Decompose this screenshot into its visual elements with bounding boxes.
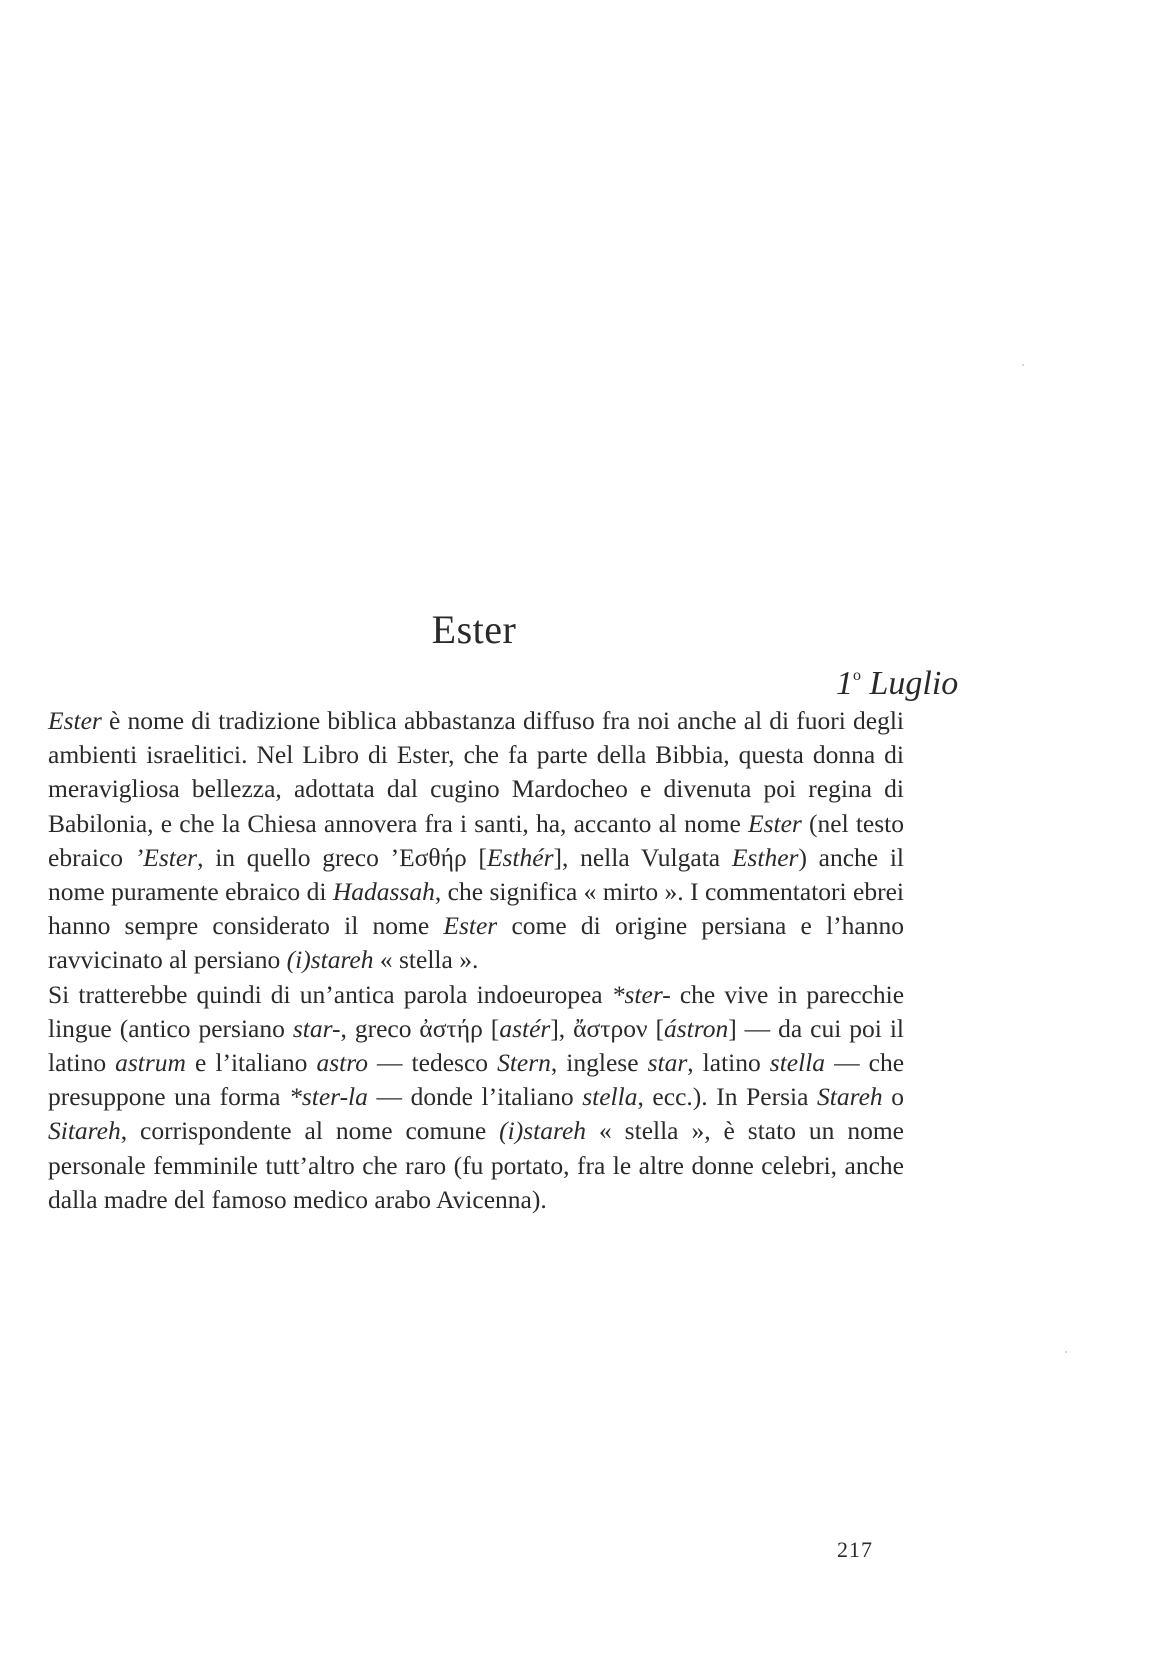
text-run: è nome di tradizione biblica abbastanza diffuso fra noi anche al di fuori degli ambienti israelitici. Nel Libro di Ester, che fa parte della Bibbia, questa donna di meravigliosa bellezza, adottata dal cugino Mardocheo e divenuta poi regina di Babilonia, e che la Chiesa annovera fra i santi, ha, accanto al nome bbox=[48, 706, 904, 838]
term: stella bbox=[769, 1048, 826, 1078]
scan-speck bbox=[1022, 364, 1024, 366]
text-run: ) anche il nome puramente ebraico di bbox=[48, 842, 905, 907]
feast-date bbox=[836, 665, 1016, 703]
paragraph-1 bbox=[48, 704, 904, 978]
paragraph-2 bbox=[48, 978, 904, 1217]
text-run: (nel testo ebraico bbox=[48, 808, 904, 872]
text-run: , in quello greco ’Εσθήρ [ bbox=[197, 842, 487, 872]
text-run: , greco ἀστήρ [ bbox=[340, 1013, 500, 1043]
term: Esthér bbox=[486, 842, 554, 872]
term: Stern bbox=[497, 1048, 551, 1078]
text-run: — che presuppone una forma bbox=[48, 1048, 905, 1112]
text-run: , corrispondente al nome comune bbox=[120, 1116, 500, 1146]
page-title: Ester bbox=[431, 607, 517, 652]
term: (i)stareh bbox=[499, 1116, 587, 1146]
term: Ester bbox=[748, 808, 802, 838]
text-run: — tedesco bbox=[367, 1048, 498, 1078]
term: Ester bbox=[443, 911, 498, 941]
text-run: Si tratterebbe quindi di un’antica parola indoeuropea bbox=[48, 979, 612, 1009]
body-text bbox=[48, 704, 904, 1217]
term: star- bbox=[292, 1013, 341, 1043]
term: star bbox=[647, 1048, 688, 1078]
term: (i)stareh bbox=[286, 945, 374, 975]
text-run: come di origine persiana e l’hanno ravvicinato al persiano bbox=[48, 911, 904, 975]
text-run: « stella ». bbox=[373, 945, 479, 975]
term: Hadassah bbox=[332, 877, 435, 907]
term: Sitareh bbox=[48, 1116, 121, 1146]
term: *ster- bbox=[611, 979, 671, 1009]
text-run: , latino bbox=[687, 1048, 770, 1078]
term: Stareh bbox=[817, 1082, 883, 1112]
term: astrum bbox=[115, 1048, 186, 1078]
term: *ster-la bbox=[289, 1082, 368, 1112]
scan-speck bbox=[1065, 1351, 1067, 1353]
term: stella bbox=[582, 1082, 638, 1112]
text-run: ], nella Vulgata bbox=[553, 842, 732, 872]
text-run: che vive in parecchie lingue (antico persiano bbox=[48, 979, 905, 1043]
term: Esther bbox=[731, 842, 799, 872]
text-run: o bbox=[882, 1082, 905, 1112]
term: ’Ester bbox=[134, 842, 198, 872]
term: Ester bbox=[48, 706, 102, 735]
text-run: , che significa « mirto ». I commentatori ebrei hanno sempre considerato il nome bbox=[48, 877, 904, 941]
term: astro bbox=[316, 1048, 368, 1078]
term: ástron bbox=[663, 1013, 729, 1043]
date-ordinal: 1 bbox=[836, 665, 853, 702]
text-run: ], ἄστρον [ bbox=[550, 1013, 664, 1043]
page-number: 217 bbox=[837, 1537, 873, 1562]
text-run: , inglese bbox=[550, 1048, 648, 1078]
text-run: , ecc.). In Persia bbox=[637, 1082, 818, 1112]
date-ordinal-suffix: o bbox=[853, 667, 861, 684]
term: astér bbox=[499, 1013, 551, 1043]
text-run: ] — da cui poi il latino bbox=[48, 1013, 905, 1078]
text-run: — donde l’italiano bbox=[367, 1082, 583, 1112]
text-run: « stella », è stato un nome personale femminile tutt’altro che raro (fu portato, fra le altre donne celebri, anche dalla madre del famoso medico arabo Avicenna). bbox=[48, 1116, 904, 1214]
date-month: Luglio bbox=[869, 665, 959, 702]
text-run: e l’italiano bbox=[185, 1048, 317, 1078]
